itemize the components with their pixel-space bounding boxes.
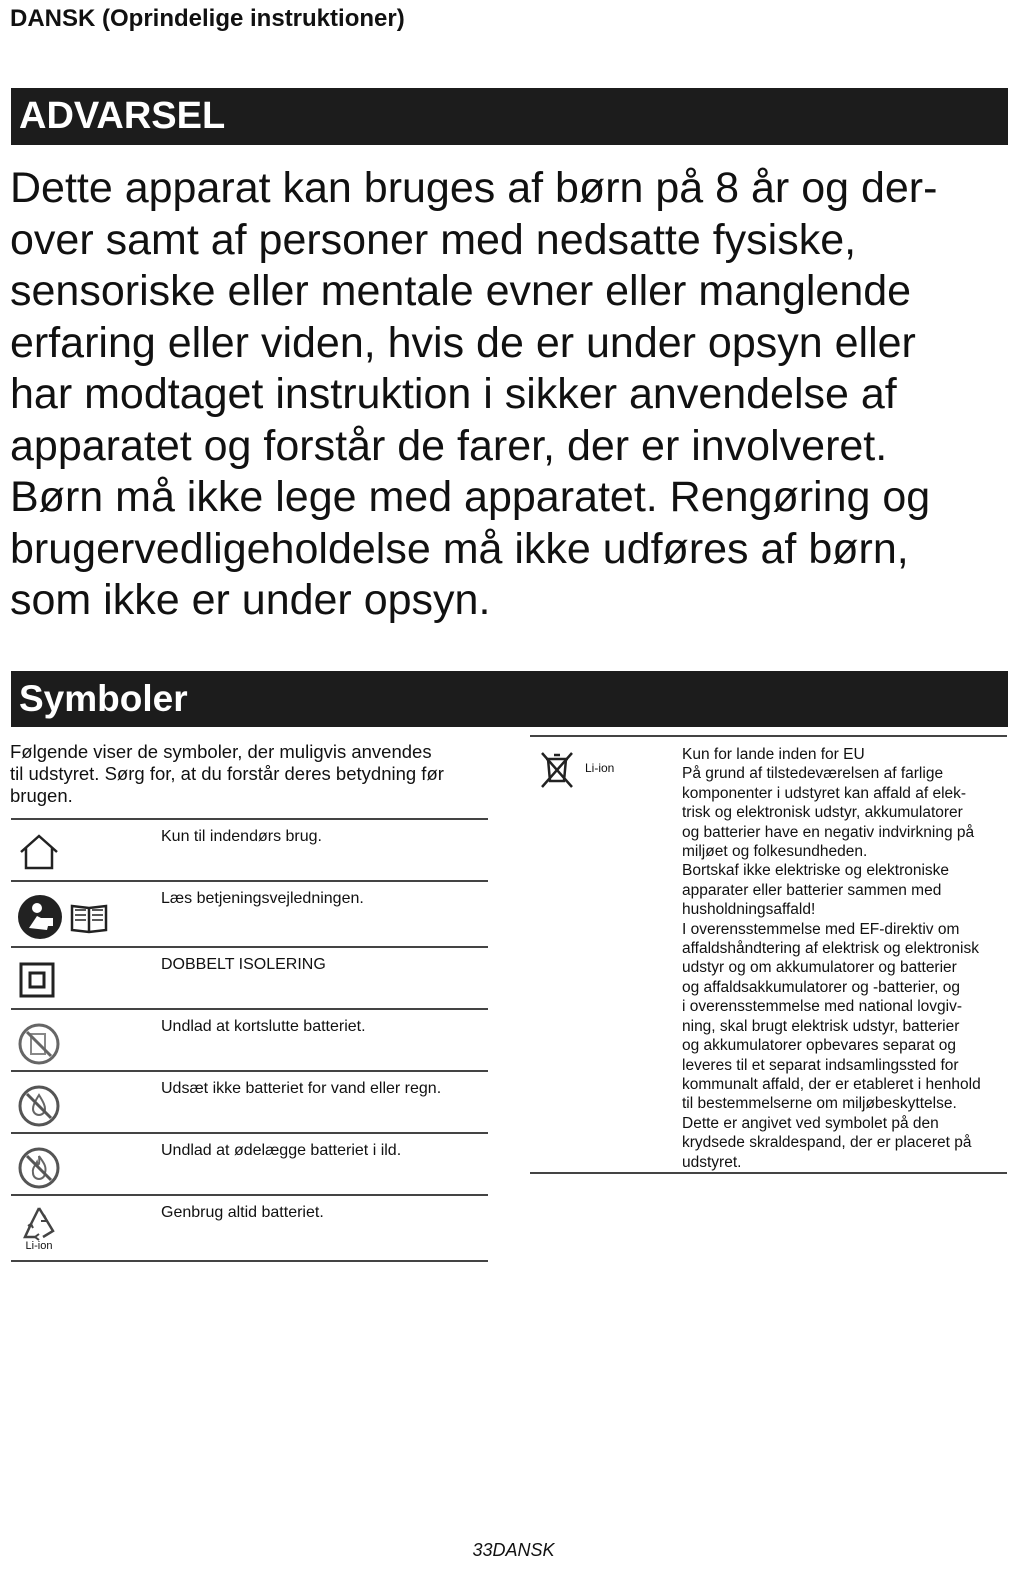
warning-heading: ADVARSEL xyxy=(11,88,1008,145)
table-row xyxy=(11,1008,488,1070)
crossed-bin-icon xyxy=(536,747,578,791)
row-text: Undlad at ødelægge batteriet i ild. xyxy=(161,1142,402,1159)
table-row xyxy=(11,1194,488,1262)
read-manual-icon xyxy=(17,894,117,940)
page-number: 33DANSK xyxy=(472,1540,555,1560)
warning-text: Dette apparat kan bruges af børn på 8 år og der- over samt af personer med nedsatte fysiske, sensoriske eller mentale evner eller manglende erfaring eller viden, hvis de er under opsyn eller har modtaget instruktion i sikker anvendelse af apparatet og forstår de farer, der er involveret. Børn må ikke lege med apparatet. Rengøring og brugervedligeholdelse må ikke udføres af børn, som ikke er under opsyn. xyxy=(10,164,938,624)
row-text: DOBBELT ISOLERING xyxy=(161,956,326,973)
row-text: Undlad at kortslutte batteriet. xyxy=(161,1018,366,1035)
eu-disposal-text: Kun for lande inden for EU På grund af tilstedeværelsen af farlige komponenter i udstyret kan affald af elek- trisk og elektronisk udstyr, akkumulatorer og batterier have en negativ indvirkning på miljøet og folkesundheden. Bortskaf ikke elektriske og elektroniske apparater eller batterier sammen med husholdningsaffald! I overensstemmelse med EF-direktiv om affaldshåndtering af elektrisk og elektronisk udstyr og om akkumulatorer og batterier og affaldsakkumulatorer og -batterier, og i overensstemmelse med national lovgiv- ning, skal brugt elektrisk udstyr, batterier og akkumulatorer opbevares separat og leveres til et separat indsamlingssted for kommunalt affald, der er etableret i henhold til bestemmelserne om miljøbeskyttelse. Dette er angivet ved symbolet på den krydsede skraldespand, der er placeret på udstyret. xyxy=(682,746,981,1171)
row-text: Udsæt ikke batteriet for vand eller regn. xyxy=(161,1080,442,1097)
no-water-icon xyxy=(17,1084,61,1128)
symbols-table xyxy=(11,818,488,1262)
li-ion-label: Li-ion xyxy=(585,761,615,775)
row-text: Kun til indendørs brug. xyxy=(161,828,322,845)
symbols-heading: Symboler xyxy=(11,671,1008,727)
table-row xyxy=(11,818,488,880)
table-row xyxy=(11,1132,488,1194)
no-fire-icon xyxy=(17,1146,61,1190)
row-text: Læs betjeningsvejledningen. xyxy=(161,890,364,907)
table-row xyxy=(11,880,488,946)
symbols-intro: Følgende viser de symboler, der muligvis anvendes til udstyret. Sørg for, at du forstår deres betydning før brugen. xyxy=(10,741,444,806)
eu-disposal-table xyxy=(530,735,1007,1174)
recycle-label: Li-ion xyxy=(25,1240,53,1252)
page-header: DANSK (Oprindelige instruktioner) xyxy=(10,5,405,32)
no-short-circuit-icon xyxy=(17,1022,61,1066)
house-icon xyxy=(17,832,61,872)
table-row xyxy=(11,1070,488,1132)
table-row xyxy=(11,946,488,1008)
row-text: Genbrug altid batteriet. xyxy=(161,1204,324,1221)
double-insulation-icon xyxy=(17,960,57,1000)
recycle-icon xyxy=(17,1204,61,1252)
